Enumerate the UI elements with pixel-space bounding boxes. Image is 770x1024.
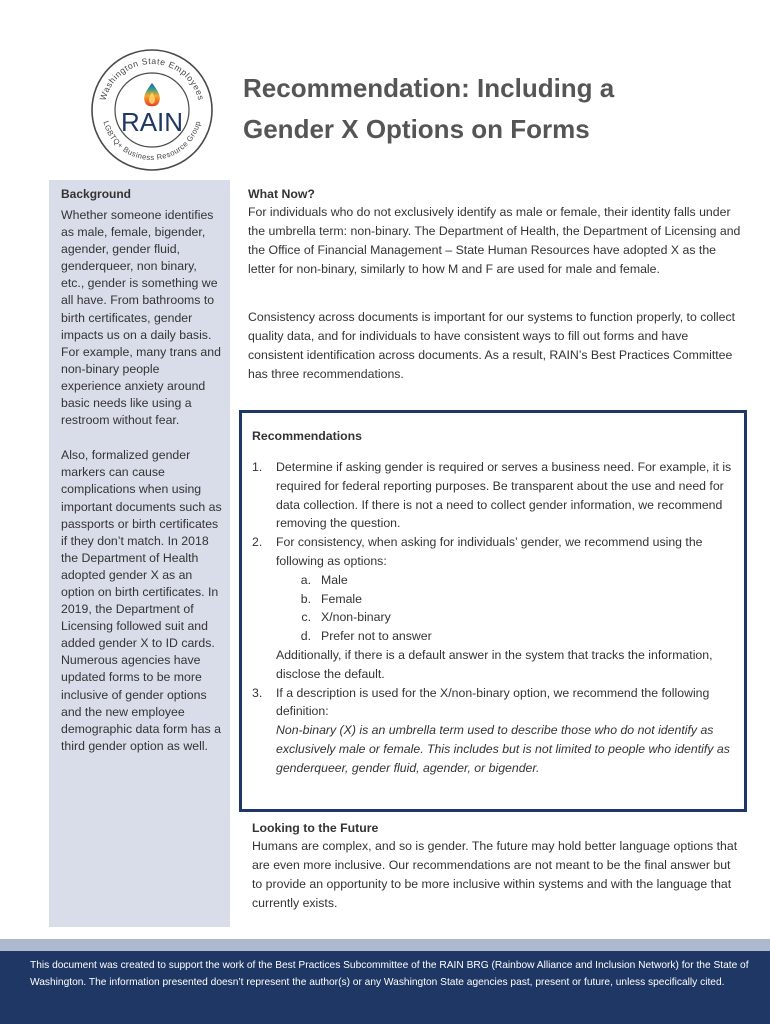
what-now-paragraph: For individuals who do not exclusively identify as male or female, their identity falls under the umbrella term: non-binary. The Department of Health, the Department of Licensing and the Office of Financial Management – State Human Resources have adopted X as the letter for non-binary, similarly to how M and F are used for male and female. [248, 205, 741, 276]
sidebar-paragraph-1: Whether someone identifies as male, female, bigender, agender, gender fluid, genderqueer, non binary, etc., gender is something we all have. From bathrooms to birth certificates, gender impacts us on a daily basis. For example, many trans and non-binary people experience anxiety around basic needs like using a restroom without fear. [61, 208, 221, 428]
non-binary-definition: Non-binary (X) is an umbrella term used to describe those who do not identify as exclusively male or female. This includes but is not limited to people who identify as genderqueer, gender fluid, agender, or bigender. [276, 723, 730, 775]
future-paragraph: Humans are complex, and so is gender. The future may hold better language options that are even more inclusive. Our recommendations are not meant to be the final answer but to provide an opportunity to be more inclusive within systems and with the language that currently exists. [252, 839, 738, 910]
footer-disclaimer: This document was created to support the work of the Best Practices Subcommittee of the RAIN BRG (Rainbow Alliance and Inclusion Network) for the State of Washington. The information presented doesn’t represent the author(s) or any Washington State agencies past, present or future, unless specifically cited. [30, 960, 749, 988]
title-line-1: Recommendation: Including a [243, 73, 615, 103]
consistency-paragraph: Consistency across documents is important for our systems to function properly, to collect quality data, and for individuals to have consistent ways to fill out forms and have consistent identification across documents. As a result, RAIN’s Best Practices Committee has three recommendations. [248, 310, 736, 381]
default-answer-note: Additionally, if there is a default answer in the system that tracks the information, disclose the default. [276, 647, 713, 681]
recommendation-text: Determine if asking gender is required or serves a business need. For example, it is required for federal reporting purposes. Be transparent about the use and need for data collection. If there is not a need to collect gender information, we recommend removing the question. [276, 460, 732, 531]
option-label: Female [321, 591, 363, 606]
future-section [252, 820, 742, 913]
gender-option-x [276, 608, 734, 627]
what-now-heading: What Now? [248, 187, 315, 201]
recommendation-text: For consistency, when asking for individuals’ gender, we recommend using the following as options: [276, 535, 703, 568]
option-letter: c. [301, 610, 311, 625]
sidebar-heading: Background [61, 187, 132, 201]
option-letter: b. [300, 591, 311, 606]
logo-rain-text: RAIN [120, 107, 184, 137]
logo-ring-bottom-text: LGBTQ+ Business Resource Group [101, 119, 203, 163]
option-label: X/non-binary [321, 610, 391, 625]
background-sidebar [49, 180, 230, 927]
recommendation-item-2 [252, 533, 734, 683]
option-letter: a. [300, 572, 311, 587]
sidebar-paragraph-2: Also, formalized gender markers can cause complications when using important documents such as passports or birth certificates if they don’t match. In 2018 the Department of Health adopted gender X as an option on birth certificates. In 2019, the Department of Licensing followed suit and added gender X to ID cards. Numerous agencies have updated forms to be more inclusive of gender options and the new employee demographic data form has a third gender option as well. [61, 448, 222, 753]
gender-option-female [276, 590, 734, 609]
option-label: Prefer not to answer [321, 629, 432, 644]
option-letter: d. [300, 629, 311, 644]
logo-ring-top-text: Washington State Employees [97, 55, 207, 102]
recommendations-heading: Recommendations [252, 429, 363, 443]
footer [0, 951, 770, 1024]
page-title [243, 68, 743, 150]
option-label: Male [321, 572, 348, 587]
recommendation-number: 2. [252, 535, 263, 550]
recommendation-text: If a description is used for the X/non-binary option, we recommend the following definition: [276, 685, 710, 719]
recommendation-number: 1. [252, 460, 263, 474]
footer-accent-band [0, 939, 770, 951]
recommendation-item-1 [252, 458, 734, 533]
recommendations-box [239, 410, 747, 812]
future-heading: Looking to the Future [252, 821, 379, 835]
title-line-2: Gender X Options on Forms [243, 114, 590, 144]
recommendations-list [252, 458, 734, 778]
recommendation-number: 3. [252, 685, 263, 700]
consistency-section [248, 308, 742, 384]
gender-option-male [276, 571, 734, 590]
gender-option-prefer-not [276, 627, 734, 646]
rain-logo [90, 48, 214, 172]
rain-logo-graphic [90, 48, 214, 172]
what-now-section [248, 185, 742, 279]
recommendation-item-3 [252, 684, 734, 778]
